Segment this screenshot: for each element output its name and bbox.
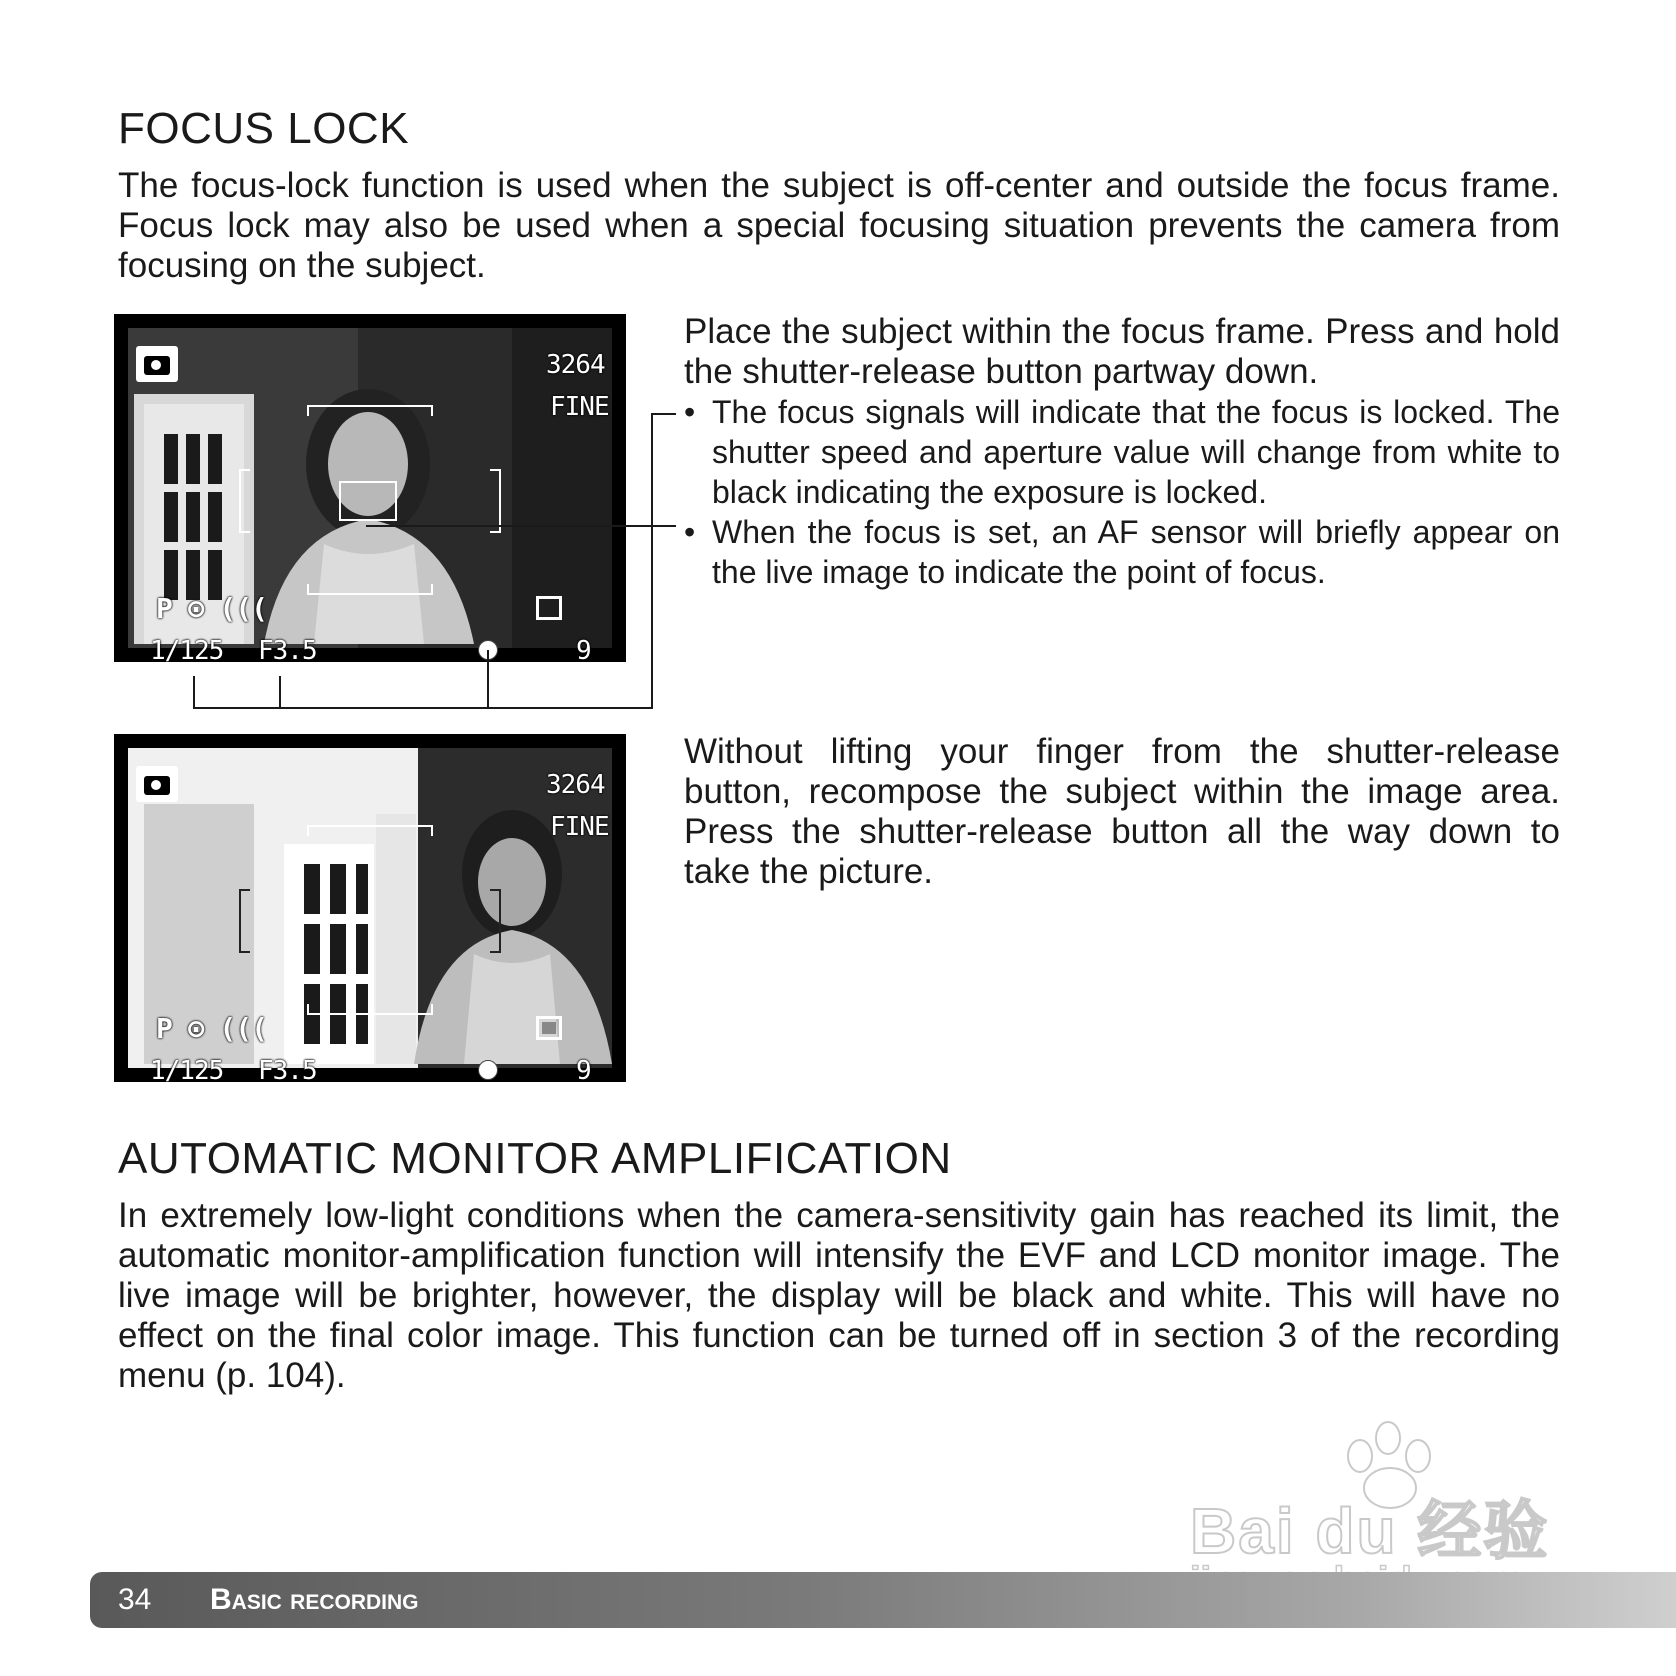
shutter-speed-readout: 1/125 <box>150 1056 224 1082</box>
image-size-readout: 3264 <box>546 770 605 800</box>
image-size-readout: 3264 <box>546 350 605 380</box>
frames-remaining-readout: 9 <box>576 1056 591 1082</box>
camera-mode-icon <box>136 766 178 802</box>
watermark-main: Bai du 经验 <box>1190 1495 1550 1567</box>
mode-icons: P ⊙ ((( <box>156 592 268 625</box>
single-frame-icon <box>536 596 562 620</box>
quality-readout: FINE <box>550 812 609 842</box>
frames-remaining-readout: 9 <box>576 636 591 662</box>
aperture-readout: F3.5 <box>258 636 317 662</box>
monitor-amplification-body: In extremely low-light conditions when the camera-sensitivity gain has reached its limit, the automatic monitor-amplification function will intensify the EVF and LCD monitor image. The live image will be brighter, however, the display will be black and white. This will have no effect on the final color image. This function can be turned off in section 3 of the recording menu (p. 104). <box>118 1196 1560 1395</box>
shutter-speed-readout: 1/125 <box>150 636 224 662</box>
focus-signal-icon <box>478 640 498 660</box>
section-heading-focus-lock: FOCUS LOCK <box>118 104 410 153</box>
camera-screen-1 <box>114 314 626 662</box>
mode-icons: P ⊙ ((( <box>156 1012 268 1045</box>
step-2-text: Without lifting your finger from the shutter-release button, recompose the subject within the image area. Press the shutter-release button all the way down to take the picture. <box>684 732 1560 891</box>
step-1-text: Place the subject within the focus frame. Press and hold the shutter-release button partway down. <box>684 312 1560 391</box>
aperture-readout: F3.5 <box>258 1056 317 1082</box>
focus-signal-icon <box>478 1060 498 1080</box>
page-number: 34 <box>118 1583 152 1616</box>
single-frame-icon <box>536 1016 562 1040</box>
section-heading-monitor-amplification: AUTOMATIC MONITOR AMPLIFICATION <box>118 1134 952 1183</box>
focus-lock-intro: The focus-lock function is used when the subject is off-center and outside the focus frame. Focus lock may also be used when a special focusing situation prevents the camera from focusing on the subject. <box>118 166 1560 285</box>
camera-mode-icon <box>136 346 178 382</box>
footer-section-name: Basic recording <box>210 1583 419 1616</box>
bullet-focus-locked: • The focus signals will indicate that the focus is locked. The shutter speed and aperture value will change from white to black indicating the exposure is locked. <box>684 392 1560 512</box>
camera-screen-2 <box>114 734 626 1082</box>
step-1-bullets <box>684 392 1560 592</box>
quality-readout: FINE <box>550 392 609 422</box>
bullet-af-sensor: • When the focus is set, an AF sensor will briefly appear on the live image to indicate the point of focus. <box>684 512 1560 592</box>
